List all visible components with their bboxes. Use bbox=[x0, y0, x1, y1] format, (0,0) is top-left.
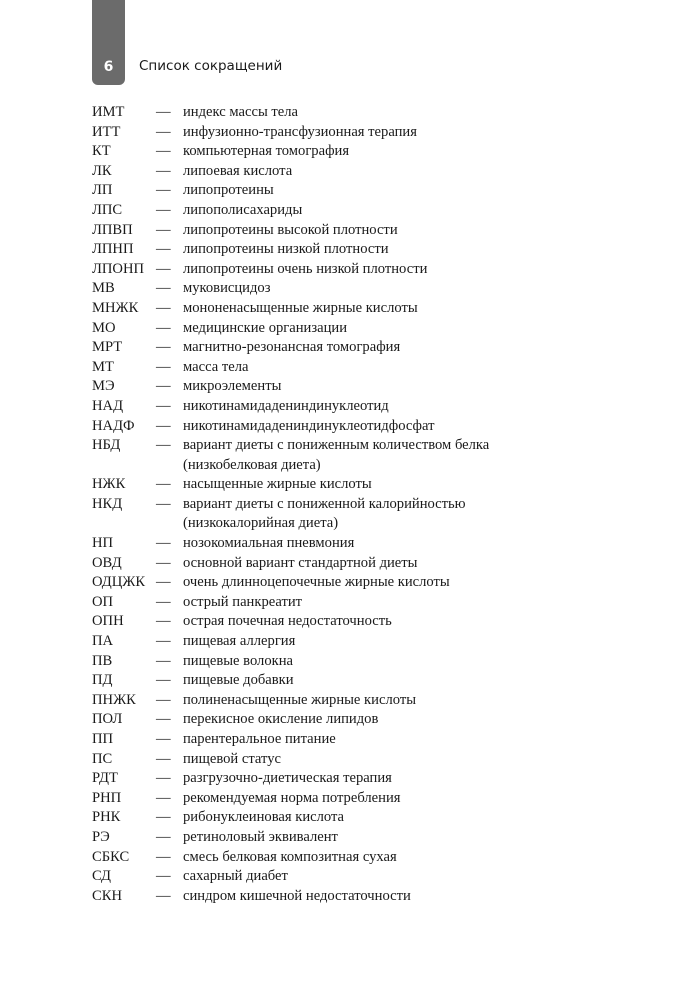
abbreviation-definition: парентеральное питание bbox=[183, 731, 336, 747]
abbreviation-row bbox=[92, 162, 532, 182]
em-dash-separator: — bbox=[156, 809, 171, 826]
abbreviation-definition: магнитно-резонансная томография bbox=[183, 339, 401, 356]
abbreviation-row bbox=[92, 221, 532, 241]
abbreviation-row bbox=[92, 573, 532, 593]
abbreviation-term: СД bbox=[92, 868, 111, 885]
abbreviation-definition: липополисахариды bbox=[183, 201, 303, 218]
abbreviation-row bbox=[92, 534, 532, 554]
em-dash-separator: — bbox=[156, 848, 171, 865]
abbreviation-term: ОВД bbox=[92, 554, 122, 571]
em-dash-separator: — bbox=[156, 221, 171, 238]
abbreviation-definition: разгрузочно-диетическая терапия bbox=[183, 770, 392, 787]
em-dash-separator: — bbox=[156, 143, 171, 160]
em-dash-separator: — bbox=[156, 593, 171, 610]
em-dash-separator: — bbox=[156, 789, 171, 806]
abbreviation-definition: муковисцидоз bbox=[183, 280, 271, 297]
abbreviation-definition: смесь белковая композитная сухая bbox=[183, 848, 397, 865]
abbreviation-term: ПНЖК bbox=[92, 691, 136, 708]
abbreviation-row bbox=[92, 848, 532, 868]
abbreviation-row bbox=[92, 103, 532, 123]
abbreviation-definition: никотинамидадениндинуклеотид bbox=[183, 397, 389, 414]
em-dash-separator: — bbox=[156, 397, 171, 414]
em-dash-separator: — bbox=[156, 750, 171, 767]
em-dash-separator: — bbox=[156, 652, 171, 669]
em-dash-separator: — bbox=[156, 495, 171, 512]
abbreviation-row bbox=[92, 750, 532, 770]
abbreviation-row bbox=[92, 358, 532, 378]
abbreviation-definition: вариант диеты с пониженной калорийностью (низкокалорийная диета) bbox=[183, 495, 466, 532]
em-dash-separator: — bbox=[156, 201, 171, 218]
abbreviation-term: ИТТ bbox=[92, 123, 121, 140]
em-dash-separator: — bbox=[156, 280, 171, 297]
abbreviation-definition: ретиноловый эквивалент bbox=[183, 828, 338, 845]
abbreviation-term: ИМТ bbox=[92, 104, 125, 120]
abbreviation-definition: никотинамидадениндинуклеотидфосфат bbox=[183, 417, 435, 434]
abbreviation-row bbox=[92, 730, 532, 750]
abbreviation-term: МНЖК bbox=[92, 299, 139, 316]
abbreviation-term: ПС bbox=[92, 750, 113, 767]
running-header-title: Список сокращений bbox=[139, 58, 283, 74]
abbreviation-row bbox=[92, 475, 532, 495]
em-dash-separator: — bbox=[156, 535, 171, 552]
abbreviation-definition: пищевой статус bbox=[183, 750, 281, 767]
em-dash-separator: — bbox=[156, 299, 171, 316]
abbreviation-row bbox=[92, 652, 532, 672]
abbreviation-term: ОП bbox=[92, 593, 114, 610]
em-dash-separator: — bbox=[156, 162, 171, 179]
abbreviation-term: ПОЛ bbox=[92, 711, 123, 728]
abbreviation-definition: липоевая кислота bbox=[183, 162, 293, 179]
abbreviation-definition: вариант диеты с пониженным количеством белка (низкобелковая диета) bbox=[183, 437, 490, 473]
abbreviation-term: КТ bbox=[92, 143, 111, 160]
abbreviation-row bbox=[92, 828, 532, 848]
abbreviation-definition: очень длинноцепочечные жирные кислоты bbox=[183, 574, 450, 591]
abbreviation-term: НБД bbox=[92, 437, 121, 454]
abbreviation-term: РНП bbox=[92, 789, 122, 806]
abbreviation-definition: инфузионно-трансфузионная терапия bbox=[183, 123, 417, 140]
abbreviation-row bbox=[92, 593, 532, 613]
abbreviation-definition: острый панкреатит bbox=[183, 593, 303, 610]
abbreviation-definition: рибонуклеиновая кислота bbox=[183, 809, 345, 826]
em-dash-separator: — bbox=[156, 633, 171, 650]
abbreviation-term: СБКС bbox=[92, 848, 130, 865]
abbreviation-definition: нозокомиальная пневмония bbox=[183, 535, 355, 552]
em-dash-separator: — bbox=[156, 574, 171, 591]
abbreviation-definition: основной вариант стандартной диеты bbox=[183, 554, 418, 571]
abbreviation-row bbox=[92, 671, 532, 691]
em-dash-separator: — bbox=[156, 672, 171, 689]
abbreviation-term: НАДФ bbox=[92, 417, 135, 434]
abbreviation-row bbox=[92, 299, 532, 319]
abbreviation-term: НП bbox=[92, 535, 114, 552]
abbreviation-definition: индекс массы тела bbox=[183, 104, 299, 120]
abbreviation-term: ЛПОНП bbox=[92, 260, 145, 277]
em-dash-separator: — bbox=[156, 358, 171, 375]
abbreviation-row bbox=[92, 554, 532, 574]
abbreviation-term: ОДЦЖК bbox=[92, 574, 146, 591]
abbreviation-term: ПА bbox=[92, 633, 114, 650]
abbreviation-row bbox=[92, 181, 532, 201]
em-dash-separator: — bbox=[156, 770, 171, 787]
em-dash-separator: — bbox=[156, 887, 171, 904]
abbreviation-definition: компьютерная томография bbox=[183, 143, 350, 160]
abbreviation-row bbox=[92, 240, 532, 260]
abbreviation-definition: рекомендуемая норма потребления bbox=[183, 789, 401, 806]
abbreviation-term: ЛК bbox=[92, 162, 112, 179]
abbreviation-row bbox=[92, 612, 532, 632]
abbreviation-row bbox=[92, 142, 532, 162]
abbreviation-row bbox=[92, 632, 532, 652]
em-dash-separator: — bbox=[156, 476, 171, 493]
abbreviation-term: СКН bbox=[92, 887, 123, 904]
abbreviation-definition: пищевые волокна bbox=[183, 652, 294, 669]
abbreviation-term: РЭ bbox=[92, 828, 110, 845]
em-dash-separator: — bbox=[156, 437, 171, 454]
em-dash-separator: — bbox=[156, 711, 171, 728]
abbreviation-term: МВ bbox=[92, 280, 115, 297]
em-dash-separator: — bbox=[156, 554, 171, 571]
abbreviation-row bbox=[92, 436, 532, 475]
abbreviation-term: ЛП bbox=[92, 182, 113, 199]
abbreviation-row bbox=[92, 201, 532, 221]
abbreviation-row bbox=[92, 260, 532, 280]
abbreviation-definition: сахарный диабет bbox=[183, 868, 288, 885]
abbreviation-term: ЛПС bbox=[92, 201, 123, 218]
abbreviation-row bbox=[92, 377, 532, 397]
abbreviation-term: МЭ bbox=[92, 378, 115, 395]
abbreviation-definition: пищевые добавки bbox=[183, 672, 294, 689]
em-dash-separator: — bbox=[156, 378, 171, 395]
em-dash-separator: — bbox=[156, 613, 171, 630]
em-dash-separator: — bbox=[156, 691, 171, 708]
abbreviation-term: ПВ bbox=[92, 652, 113, 669]
abbreviation-term: ЛПНП bbox=[92, 241, 134, 258]
abbreviation-definition: липопротеины низкой плотности bbox=[183, 241, 389, 258]
abbreviation-term: НАД bbox=[92, 397, 124, 414]
abbreviation-term: РДТ bbox=[92, 770, 118, 787]
abbreviation-row bbox=[92, 495, 532, 534]
abbreviation-definition: мононенасыщенные жирные кислоты bbox=[183, 299, 418, 316]
em-dash-separator: — bbox=[156, 241, 171, 258]
abbreviation-row bbox=[92, 808, 532, 828]
abbreviation-definition: липопротеины высокой плотности bbox=[183, 221, 398, 238]
abbreviation-definition: липопротеины bbox=[183, 182, 274, 199]
abbreviation-row bbox=[92, 397, 532, 417]
abbreviation-definition: медицинские организации bbox=[183, 319, 348, 336]
em-dash-separator: — bbox=[156, 731, 171, 747]
page-number-tab bbox=[92, 0, 125, 85]
abbreviation-row bbox=[92, 691, 532, 711]
abbreviation-term: ОПН bbox=[92, 613, 124, 630]
abbreviation-term: МО bbox=[92, 319, 116, 336]
em-dash-separator: — bbox=[156, 828, 171, 845]
abbreviation-row bbox=[92, 769, 532, 789]
abbreviation-term: ПД bbox=[92, 672, 113, 689]
em-dash-separator: — bbox=[156, 319, 171, 336]
em-dash-separator: — bbox=[156, 868, 171, 885]
abbreviation-definition: липопротеины очень низкой плотности bbox=[183, 260, 428, 277]
abbreviation-term: РНК bbox=[92, 809, 121, 826]
abbreviation-term: НКД bbox=[92, 495, 123, 512]
page-number: 6 bbox=[103, 59, 114, 75]
abbreviation-term: МТ bbox=[92, 358, 114, 375]
em-dash-separator: — bbox=[156, 339, 171, 356]
abbreviation-row bbox=[92, 338, 532, 358]
abbreviation-row bbox=[92, 710, 532, 730]
abbreviation-definition: острая почечная недостаточность bbox=[183, 613, 392, 630]
em-dash-separator: — bbox=[156, 123, 171, 140]
abbreviation-definition: полиненасыщенные жирные кислоты bbox=[183, 691, 417, 708]
abbreviation-term: НЖК bbox=[92, 476, 126, 493]
abbreviation-definition: перекисное окисление липидов bbox=[183, 711, 379, 728]
em-dash-separator: — bbox=[156, 260, 171, 277]
abbreviation-term: МРТ bbox=[92, 339, 123, 356]
abbreviation-term: ПП bbox=[92, 731, 114, 747]
abbreviation-row bbox=[92, 867, 532, 887]
abbreviation-definition: насыщенные жирные кислоты bbox=[183, 476, 372, 493]
abbreviation-list bbox=[92, 103, 532, 906]
abbreviation-row bbox=[92, 789, 532, 809]
abbreviation-definition: масса тела bbox=[183, 358, 249, 375]
em-dash-separator: — bbox=[156, 104, 171, 120]
abbreviation-term: ЛПВП bbox=[92, 221, 133, 238]
abbreviation-row bbox=[92, 417, 532, 437]
em-dash-separator: — bbox=[156, 182, 171, 199]
abbreviation-definition: синдром кишечной недостаточности bbox=[183, 887, 411, 904]
abbreviation-definition: микроэлементы bbox=[183, 378, 282, 395]
abbreviation-row bbox=[92, 123, 532, 143]
em-dash-separator: — bbox=[156, 417, 171, 434]
abbreviation-row bbox=[92, 319, 532, 339]
abbreviation-row bbox=[92, 887, 532, 907]
abbreviation-row bbox=[92, 279, 532, 299]
abbreviation-definition: пищевая аллергия bbox=[183, 633, 296, 650]
